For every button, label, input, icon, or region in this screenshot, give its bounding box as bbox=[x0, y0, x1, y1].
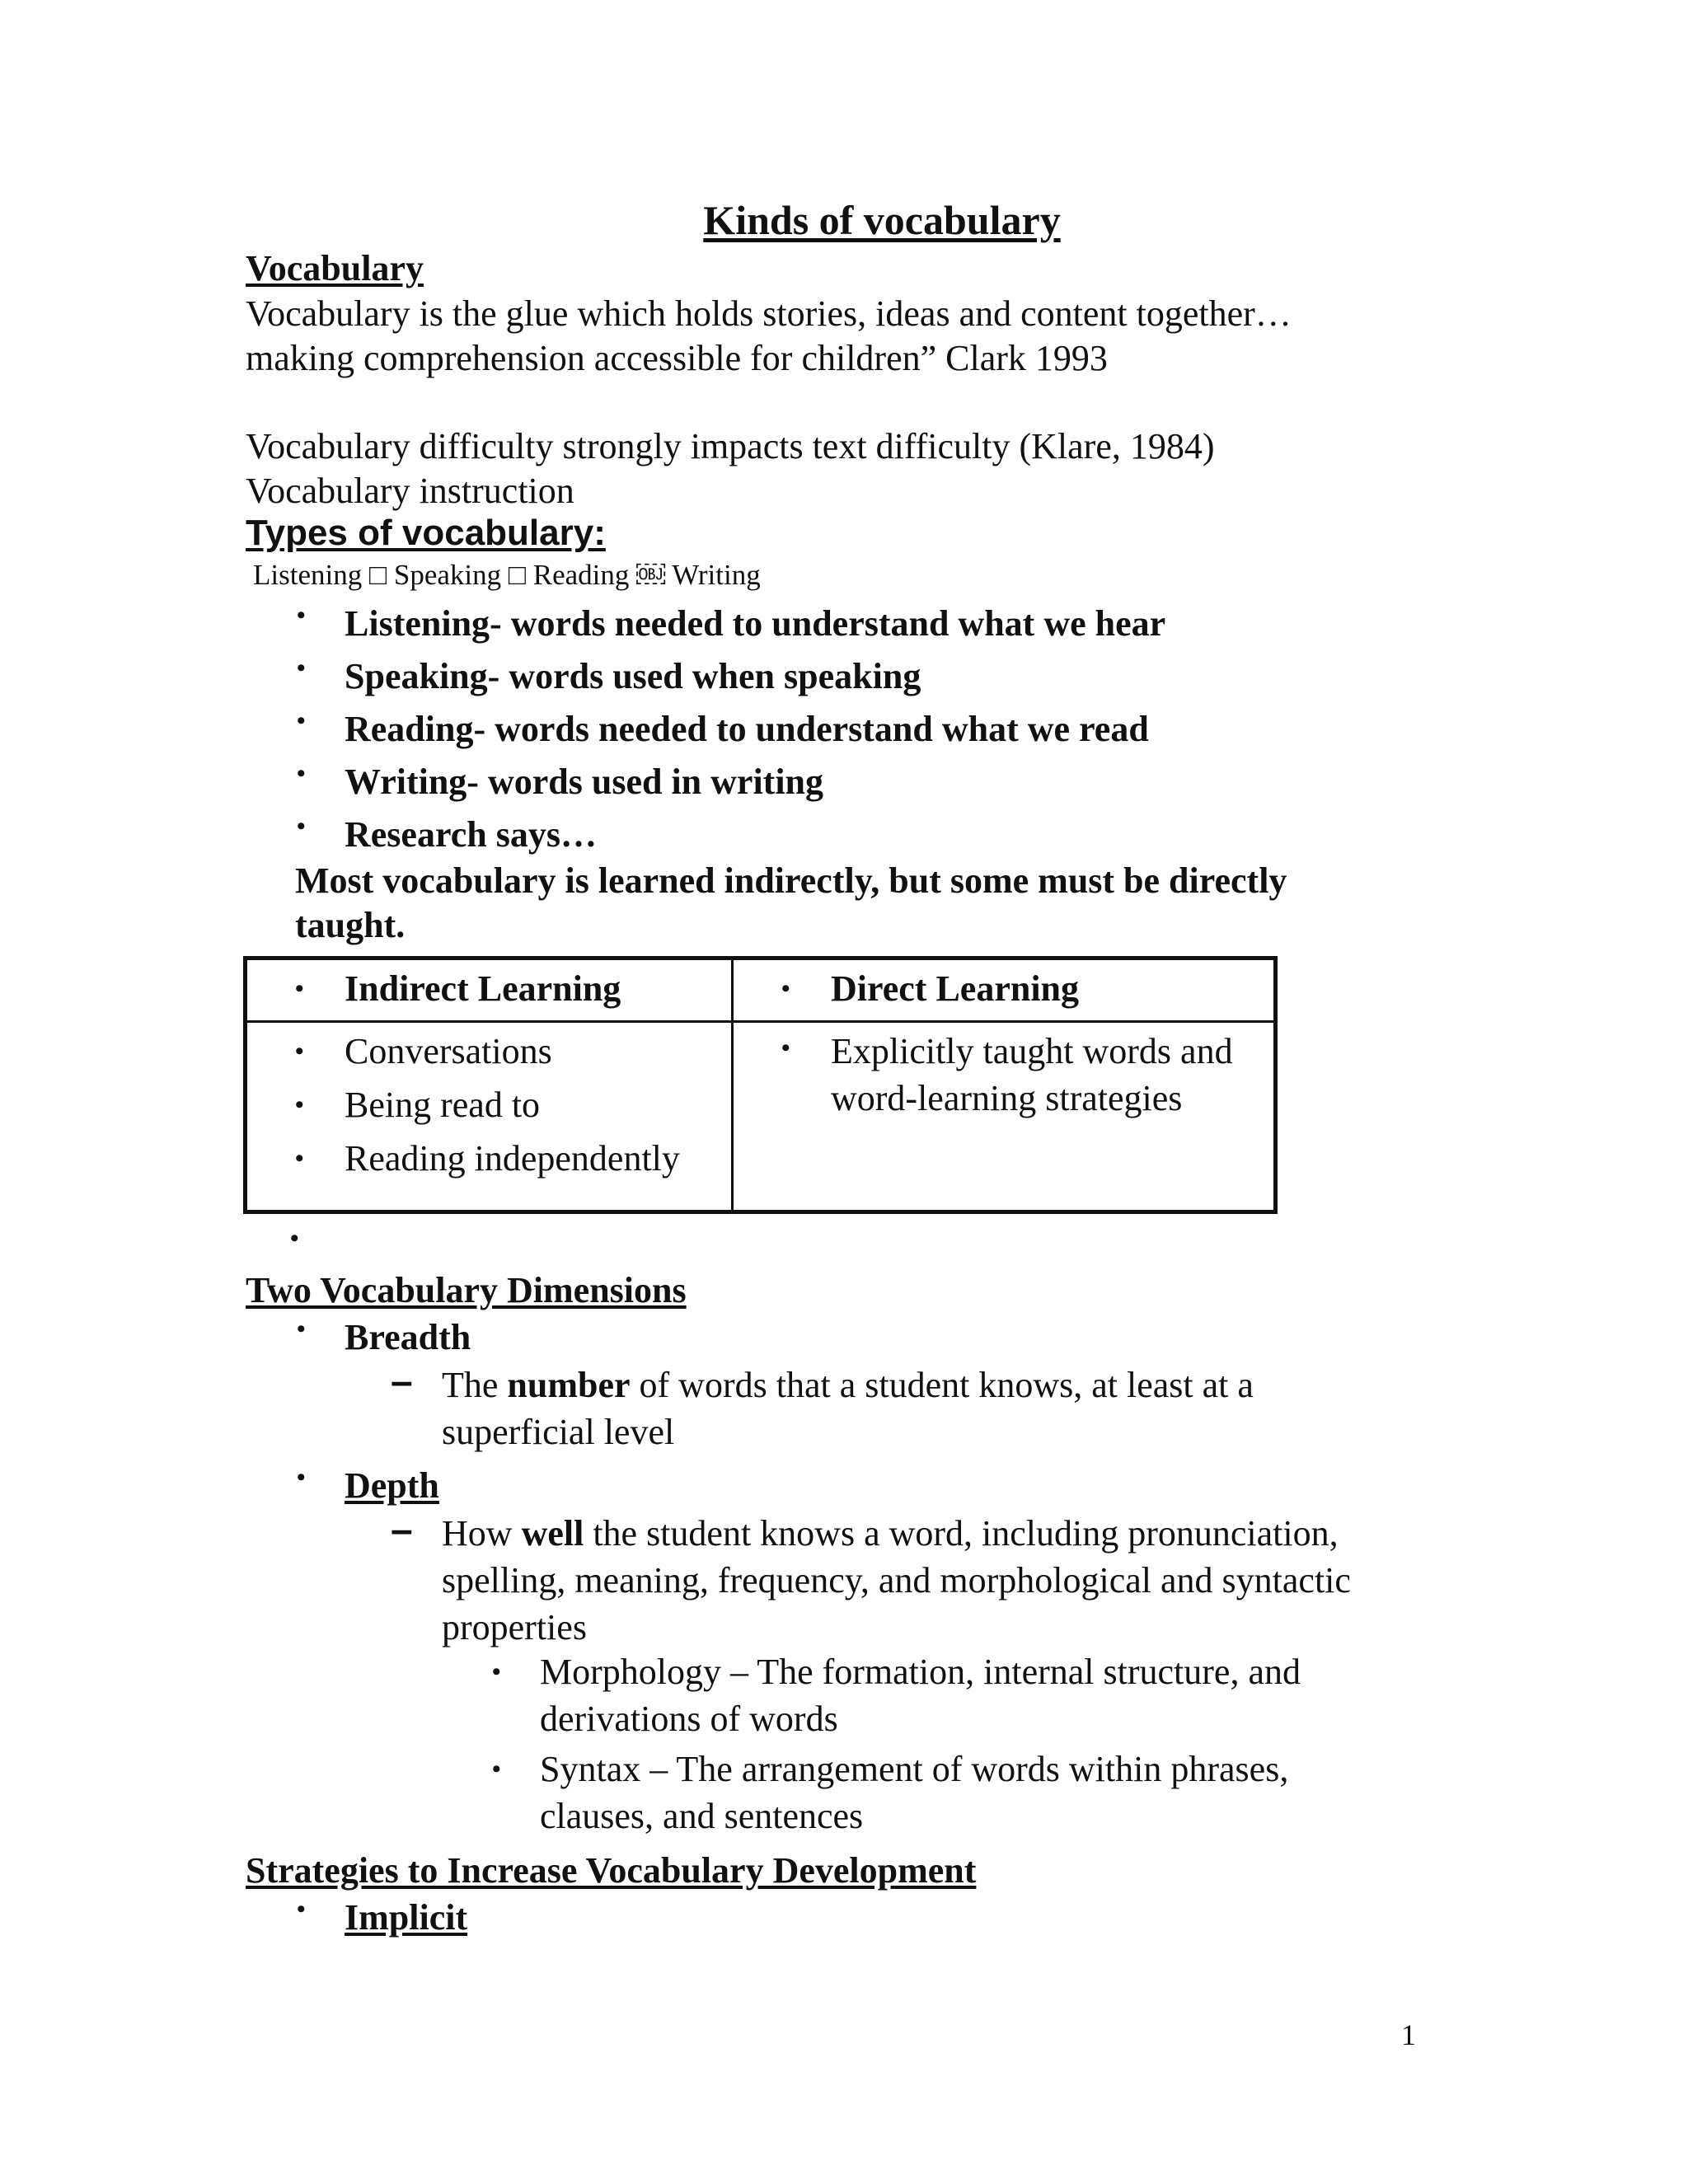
table-cell-indirect bbox=[246, 1022, 733, 1212]
list-item: • Reading independently bbox=[247, 1132, 731, 1185]
table-row bbox=[246, 1022, 1276, 1212]
bullet-icon: • bbox=[297, 602, 306, 629]
breadth-description: – The number of words that a student knows, at least at a superficial level bbox=[391, 1360, 1254, 1452]
list-item: • Research says… bbox=[297, 813, 597, 855]
list-item: • Reading- words needed to understand what we read bbox=[297, 707, 1149, 749]
list-item: • Conversations bbox=[247, 1024, 731, 1078]
dash-icon: – bbox=[391, 1360, 413, 1404]
bullet-icon: • bbox=[297, 760, 306, 787]
list-item: • Writing- words used in writing bbox=[297, 760, 824, 802]
list-item: • Listening- words needed to understand what we hear bbox=[297, 602, 1166, 644]
list-item-syntax: • Syntax – The arrangement of words within phrases, clauses, and sentences bbox=[540, 1746, 1288, 1840]
bullet-icon: • bbox=[297, 1896, 306, 1923]
list-item: • Explicitly taught words and word-learning strategies bbox=[734, 1024, 1273, 1122]
bullet-icon: • bbox=[297, 1464, 306, 1491]
bullet-icon: • bbox=[492, 1755, 501, 1783]
table-header-row bbox=[246, 958, 1276, 1022]
list-item: • Being read to bbox=[247, 1078, 731, 1132]
strategies-heading: Strategies to Increase Vocabulary Development bbox=[246, 1850, 977, 1891]
difficulty-line: Vocabulary difficulty strongly impacts text difficulty (Klare, 1984) bbox=[246, 426, 1215, 466]
list-item-breadth: • Breadth bbox=[297, 1315, 471, 1357]
bullet-icon: • bbox=[297, 654, 306, 682]
quote-line-2: making comprehension accessible for children” Clark 1993 bbox=[246, 338, 1108, 378]
list-item: • Speaking- words used when speaking bbox=[297, 654, 921, 696]
table-cell-direct bbox=[733, 1022, 1276, 1212]
table-header-cell: • Direct Learning bbox=[733, 958, 1276, 1022]
dimensions-heading: Two Vocabulary Dimensions bbox=[246, 1270, 687, 1310]
bullet-icon: • bbox=[295, 1038, 304, 1065]
bullet-icon: • bbox=[297, 707, 306, 734]
bullet-icon: • bbox=[295, 975, 304, 1002]
bullet-icon: • bbox=[297, 813, 306, 840]
research-line-1: Most vocabulary is learned indirectly, but some must be directly bbox=[295, 860, 1287, 901]
types-heading: Types of vocabulary: bbox=[246, 513, 606, 553]
instruction-line: Vocabulary instruction bbox=[246, 471, 574, 511]
bullet-icon: • bbox=[295, 1091, 304, 1118]
learning-table bbox=[243, 956, 1278, 1214]
bullet-icon: • bbox=[781, 1034, 790, 1062]
vocabulary-heading: Vocabulary bbox=[246, 248, 424, 288]
research-line-2: taught. bbox=[295, 905, 406, 945]
bullet-icon: • bbox=[297, 1315, 306, 1343]
bullet-icon: • bbox=[492, 1658, 501, 1685]
bullet-icon: • bbox=[295, 1145, 304, 1172]
bullet-icon: • bbox=[290, 1225, 299, 1252]
quote-line-1: Vocabulary is the glue which holds stories, ideas and content together… bbox=[246, 293, 1292, 334]
table-header-cell: • Indirect Learning bbox=[246, 958, 733, 1022]
page-title: Kinds of vocabulary bbox=[703, 197, 1061, 243]
types-sequence: Listening □ Speaking □ Reading ￼ Writing bbox=[253, 559, 761, 591]
depth-description: – How well the student knows a word, including pronunciation, spelling, meaning, frequency, and morphological and syntactic properties bbox=[391, 1508, 1351, 1647]
bullet-icon: • bbox=[781, 975, 790, 1002]
list-item-morphology: • Morphology – The formation, internal structure, and derivations of words bbox=[540, 1648, 1301, 1742]
dash-icon: – bbox=[391, 1508, 413, 1552]
page-number: 1 bbox=[1401, 2018, 1416, 2051]
list-item-implicit: • Implicit bbox=[297, 1896, 468, 1938]
list-item-depth: • Depth bbox=[297, 1464, 439, 1506]
